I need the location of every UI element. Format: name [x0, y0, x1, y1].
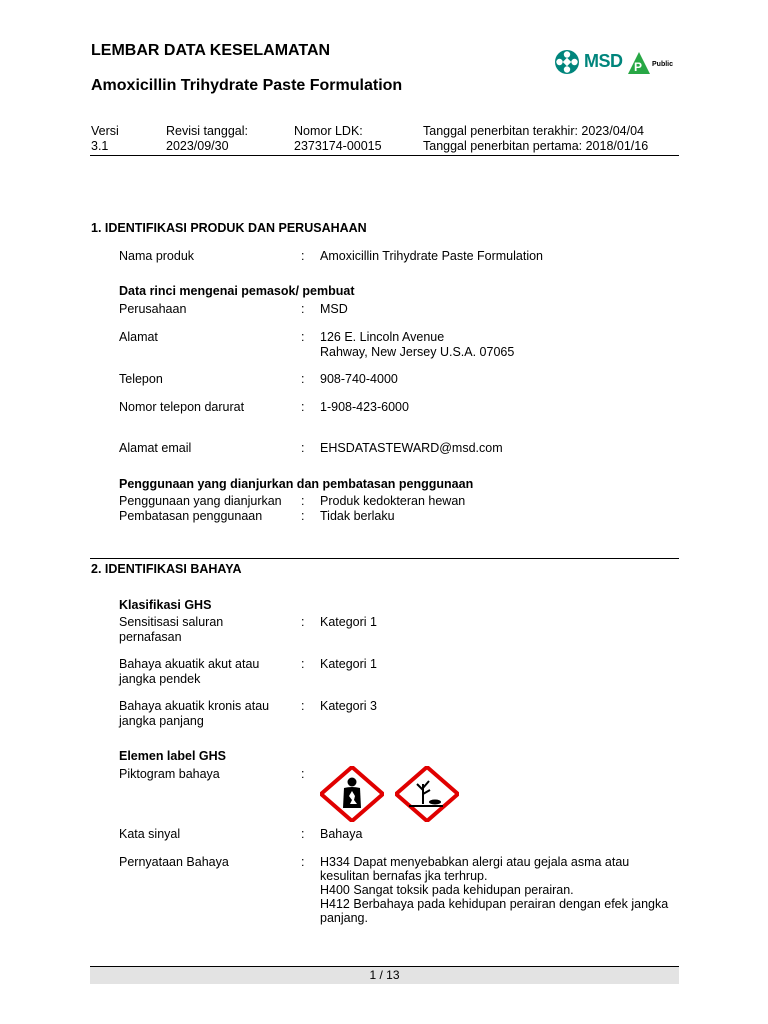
product-name-value: Amoxicillin Trihydrate Paste Formulation	[320, 249, 543, 263]
class3-label-line2: jangka panjang	[119, 714, 204, 728]
colon: :	[301, 441, 305, 455]
ldk-label: Nomor LDK:	[294, 124, 363, 138]
phone-value: 908-740-4000	[320, 372, 398, 386]
company-label: Perusahaan	[119, 302, 187, 316]
hazard-statement-label: Pernyataan Bahaya	[119, 855, 229, 869]
public-badge-text: Public	[652, 61, 674, 68]
public-badge-letter: P	[634, 60, 643, 74]
signal-word-label: Kata sinyal	[119, 827, 181, 841]
section-divider	[90, 558, 679, 559]
class1-label-line1: Sensitisasi saluran	[119, 615, 224, 629]
use-heading: Penggunaan yang dianjurkan dan pembatasan penggunaan	[119, 477, 474, 491]
ghs-classification-heading: Klasifikasi GHS	[119, 598, 212, 612]
address-line2: Rahway, New Jersey U.S.A. 07065	[320, 345, 515, 359]
colon: :	[301, 330, 305, 344]
emergency-phone-label: Nomor telepon darurat	[119, 400, 245, 414]
company-value: MSD	[320, 302, 348, 316]
colon: :	[301, 249, 305, 263]
product-name-label: Nama produk	[119, 249, 195, 263]
revision-label: Revisi tanggal:	[166, 124, 248, 138]
colon: :	[301, 509, 305, 523]
emergency-phone-value: 1-908-423-6000	[320, 400, 409, 414]
page-footer	[90, 966, 679, 984]
last-issue-date: Tanggal penerbitan terakhir: 2023/04/04	[423, 124, 644, 138]
class2-label-line1: Bahaya akuatik akut atau	[119, 657, 260, 671]
address-line1: 126 E. Lincoln Avenue	[320, 330, 445, 344]
section1-heading: 1. IDENTIFIKASI PRODUK DAN PERUSAHAAN	[91, 221, 367, 235]
supplier-heading: Data rinci mengenai pemasok/ pembuat	[119, 284, 355, 298]
colon: :	[301, 400, 305, 414]
product-title: Amoxicillin Trihydrate Paste Formulation	[91, 77, 403, 94]
colon: :	[301, 494, 305, 508]
colon: :	[301, 372, 305, 386]
restriction-label: Pembatasan penggunaan	[119, 509, 263, 523]
class1-value: Kategori 1	[320, 615, 377, 629]
class3-label-line1: Bahaya akuatik kronis atau	[119, 699, 270, 713]
email-label: Alamat email	[119, 441, 192, 455]
colon: :	[301, 699, 305, 713]
hazard-h334: H334 Dapat menyebabkan alergi atau gejala asma atau kesulitan bernafas jka terhrup.	[320, 855, 630, 883]
class2-value: Kategori 1	[320, 657, 377, 671]
class2-label-line2: jangka pendek	[119, 672, 201, 686]
colon: :	[301, 615, 305, 629]
colon: :	[301, 855, 305, 869]
first-issue-date: Tanggal penerbitan pertama: 2018/01/16	[423, 139, 649, 153]
signal-word-value: Bahaya	[320, 827, 363, 841]
hazard-h412: H412 Berbahaya pada kehidupan perairan dengan efek jangka panjang.	[320, 897, 669, 925]
class3-value: Kategori 3	[320, 699, 377, 713]
colon: :	[301, 657, 305, 671]
colon: :	[301, 767, 305, 781]
section2-heading: 2. IDENTIFIKASI BAHAYA	[91, 562, 242, 576]
recommended-use-value: Produk kedokteran hewan	[320, 494, 466, 508]
document-type-title: LEMBAR DATA KESELAMATAN	[91, 42, 331, 59]
environment-pictogram-icon	[395, 766, 459, 827]
header-divider	[90, 155, 679, 156]
page-number: 1 / 13	[369, 968, 400, 982]
address-label: Alamat	[119, 330, 158, 344]
hazard-h400: H400 Sangat toksik pada kehidupan perairan.	[320, 883, 574, 897]
colon: :	[301, 827, 305, 841]
ldk-value: 2373174-00015	[294, 139, 382, 153]
restriction-value: Tidak berlaku	[320, 509, 395, 523]
phone-label: Telepon	[119, 372, 163, 386]
recommended-use-label: Penggunaan yang dianjurkan	[119, 494, 282, 508]
version-value: 3.1	[91, 139, 109, 153]
health-hazard-pictogram-icon	[320, 766, 384, 827]
version-label: Versi	[91, 124, 119, 138]
colon: :	[301, 302, 305, 316]
pictogram-label: Piktogram bahaya	[119, 767, 220, 781]
email-link[interactable]: EHSDATASTEWARD@msd.com	[320, 441, 503, 455]
revision-value: 2023/09/30	[166, 139, 229, 153]
class1-label-line2: pernafasan	[119, 630, 182, 644]
ghs-label-heading: Elemen label GHS	[119, 749, 226, 763]
msd-logo-text: MSD	[584, 51, 623, 71]
